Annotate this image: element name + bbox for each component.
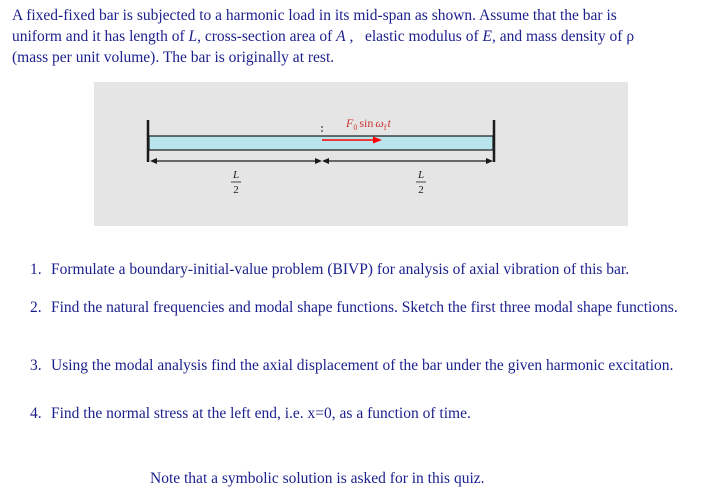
symbol-length: L <box>188 28 198 45</box>
symbol-modulus: E <box>482 28 492 45</box>
force-t: t <box>387 116 391 130</box>
force-omega: ω <box>375 116 384 130</box>
symbol-density: ρ <box>626 28 635 45</box>
intro-text: uniform and it has length of <box>12 28 189 45</box>
question-text: Find the natural frequencies and modal shape functions. Sketch the first three modal shape functions. <box>51 299 678 316</box>
intro-line-2 <box>12 26 720 47</box>
force-subscript-0: 0 <box>353 123 358 132</box>
dim-right-denominator: 2 <box>418 184 424 196</box>
dim-left-numerator: L <box>232 169 240 181</box>
bar-body <box>149 136 493 150</box>
force-F: F <box>346 116 354 130</box>
intro-text: , and mass density of <box>491 28 627 45</box>
dim-arrow-left-end <box>315 158 322 164</box>
dim-right-numerator: L <box>417 169 425 181</box>
force-sin: sin <box>359 116 374 130</box>
dim-arrow-right-end <box>486 158 493 164</box>
force-label <box>345 116 392 132</box>
intro-line-3: (mass per unit volume). The bar is originally at rest. <box>12 49 335 66</box>
intro-text: , cross-section area of <box>197 28 337 45</box>
footnote: Note that a symbolic solution is asked for in this quiz. <box>150 470 485 487</box>
force-subscript-f: f <box>383 123 387 132</box>
question-number: 1. <box>30 261 42 278</box>
question-number: 3. <box>30 357 42 374</box>
question-text: Formulate a boundary-initial-value problem (BIVP) for analysis of axial vibration of this bar. <box>51 261 630 278</box>
question-number: 2. <box>30 299 42 316</box>
symbol-area: A <box>336 28 346 45</box>
bar-figure <box>94 82 628 226</box>
question-text: Using the modal analysis find the axial displacement of the bar under the given harmonic excitation. <box>51 357 674 374</box>
question-number: 4. <box>30 405 42 422</box>
problem-statement <box>12 5 720 68</box>
intro-text: , elastic modulus of <box>345 28 483 45</box>
question-text: Find the normal stress at the left end, i.e. x=0, as a function of time. <box>51 405 471 422</box>
dim-arrow-left-start <box>150 158 157 164</box>
intro-line-1: A fixed-fixed bar is subjected to a harmonic load in its mid-span as shown. Assume that the bar is <box>12 7 617 24</box>
dim-arrow-right-start <box>322 158 329 164</box>
bar-diagram <box>94 82 628 226</box>
dim-left-denominator: 2 <box>233 184 239 196</box>
